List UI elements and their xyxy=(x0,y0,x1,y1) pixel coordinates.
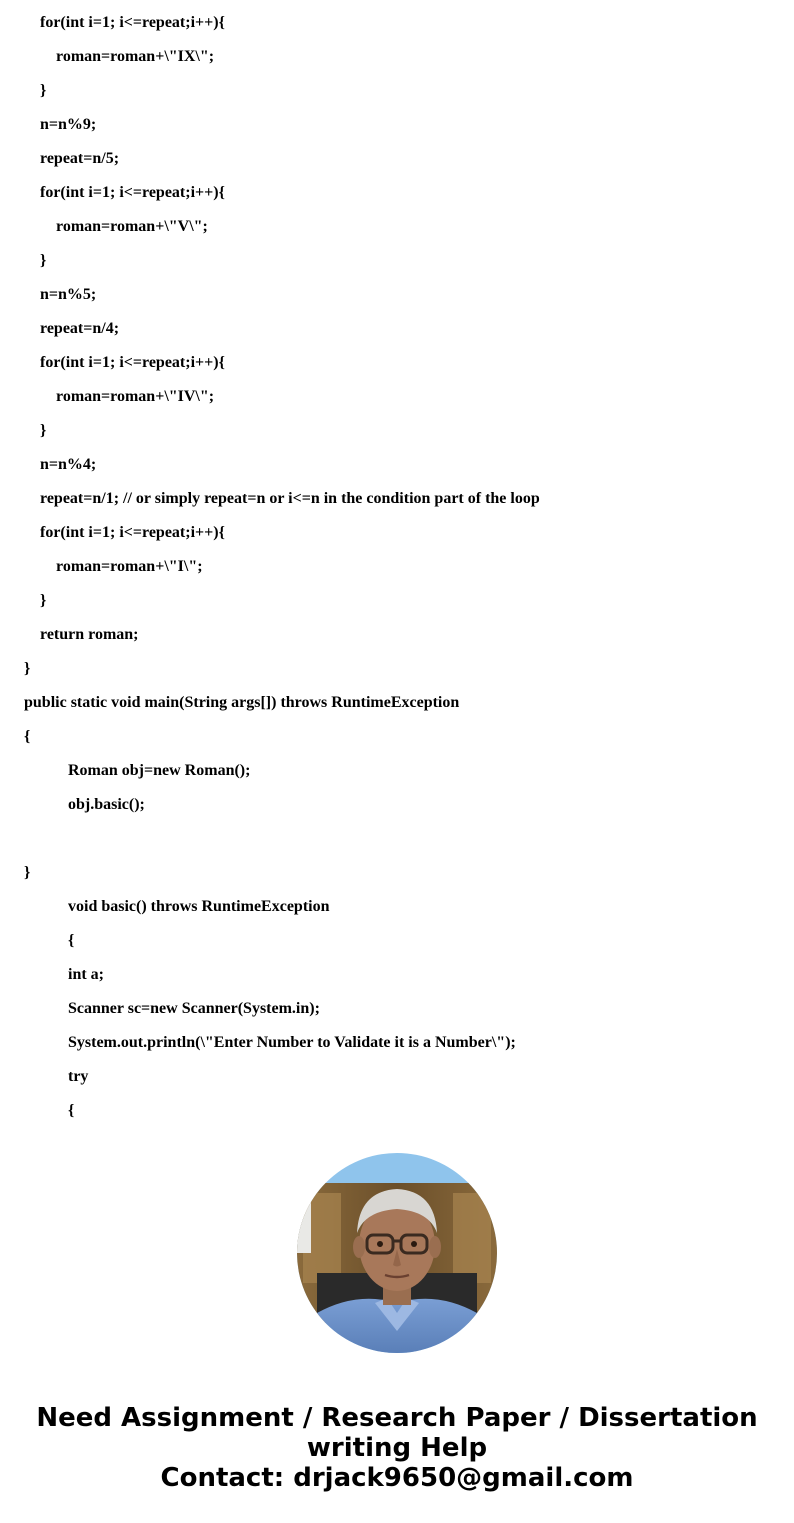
code-line: { xyxy=(68,1102,75,1119)
code-line: { xyxy=(68,932,75,949)
code-line: Roman obj=new Roman(); xyxy=(68,762,251,779)
code-line: roman=roman+\"IX\"; xyxy=(56,48,215,65)
code-line: } xyxy=(24,864,31,881)
code-line: return roman; xyxy=(40,626,139,643)
code-line: repeat=n/4; xyxy=(40,320,120,337)
code-line: } xyxy=(40,422,47,439)
code-line: } xyxy=(40,592,47,609)
code-line: } xyxy=(24,660,31,677)
code-line: int a; xyxy=(68,966,104,983)
code-line xyxy=(0,822,794,856)
promo-banner xyxy=(0,1403,794,1493)
code-listing xyxy=(0,6,794,1128)
code-line: roman=roman+\"V\"; xyxy=(56,218,208,235)
code-line: { xyxy=(24,728,31,745)
code-line: System.out.println(\"Enter Number to Validate it is a Number\"); xyxy=(68,1034,516,1051)
code-line: n=n%5; xyxy=(40,286,97,303)
code-line: obj.basic(); xyxy=(68,796,145,813)
code-line: for(int i=1; i<=repeat;i++){ xyxy=(40,354,225,371)
promo-contact: Contact: drjack9650@gmail.com xyxy=(160,1463,634,1493)
promo-line-2: writing Help xyxy=(306,1433,488,1463)
code-line: Scanner sc=new Scanner(System.in); xyxy=(68,1000,320,1017)
code-line: void basic() throws RuntimeException xyxy=(68,898,330,915)
code-line: for(int i=1; i<=repeat;i++){ xyxy=(40,14,225,31)
code-line: for(int i=1; i<=repeat;i++){ xyxy=(40,524,225,541)
code-line: n=n%9; xyxy=(40,116,97,133)
code-line: roman=roman+\"IV\"; xyxy=(56,388,215,405)
code-line: public static void main(String args[]) throws RuntimeException xyxy=(24,694,460,711)
code-line: repeat=n/5; xyxy=(40,150,120,167)
code-line: n=n%4; xyxy=(40,456,97,473)
code-line: } xyxy=(40,82,47,99)
code-line: roman=roman+\"I\"; xyxy=(56,558,203,575)
author-portrait-icon xyxy=(297,1153,497,1353)
code-line: repeat=n/1; // or simply repeat=n or i<=n in the condition part of the loop xyxy=(40,490,540,507)
author-avatar xyxy=(297,1153,497,1353)
promo-line-1: Need Assignment / Research Paper / Dissertation xyxy=(36,1403,758,1433)
code-line: } xyxy=(40,252,47,269)
code-line: try xyxy=(68,1068,89,1085)
code-line: for(int i=1; i<=repeat;i++){ xyxy=(40,184,225,201)
